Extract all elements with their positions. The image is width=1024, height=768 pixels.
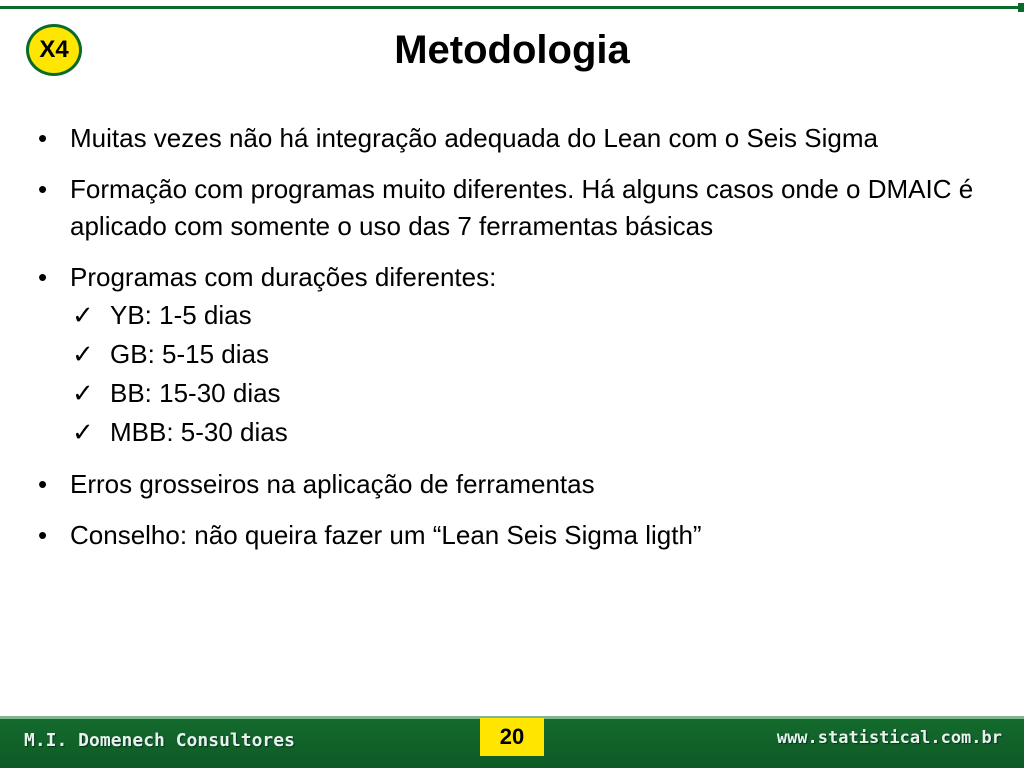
slide-content: [30, 120, 1005, 568]
duration-text: YB: 1-5 dias: [110, 300, 252, 330]
bullet-icon: •: [38, 469, 48, 499]
duration-text: BB: 15-30 dias: [110, 378, 281, 408]
page-number: 20: [480, 718, 544, 756]
bullet-icon: •: [38, 123, 48, 153]
check-icon: ✓: [72, 417, 94, 447]
bullet-list: [30, 120, 1005, 554]
duration-list: [70, 296, 1005, 452]
bullet-item: [30, 120, 1005, 157]
slide-badge: X4: [26, 24, 82, 76]
bullet-item: [30, 517, 1005, 554]
bullet-item: [30, 466, 1005, 503]
company-name: M.I. Domenech Consultores: [24, 730, 295, 751]
website-url: www.statistical.com.br: [776, 728, 1002, 748]
top-rule-end: [1018, 3, 1024, 12]
bullet-text: Programas com durações diferentes:: [70, 262, 497, 292]
bullet-text: Conselho: não queira fazer um “Lean Seis Sigma ligth”: [70, 520, 702, 550]
duration-item: [70, 374, 1005, 413]
check-icon: ✓: [72, 300, 94, 330]
check-icon: ✓: [72, 378, 94, 408]
bullet-item: [30, 259, 1005, 452]
bullet-text: Muitas vezes não há integração adequada do Lean com o Seis Sigma: [70, 123, 878, 153]
bullet-icon: •: [38, 262, 48, 292]
top-rule: [0, 6, 1024, 9]
duration-item: [70, 413, 1005, 452]
bullet-item: [30, 171, 1005, 245]
duration-item: [70, 335, 1005, 374]
bullet-text: Erros grosseiros na aplicação de ferramentas: [70, 469, 595, 499]
duration-item: [70, 296, 1005, 335]
check-icon: ✓: [72, 339, 94, 369]
duration-text: GB: 5-15 dias: [110, 339, 269, 369]
duration-text: MBB: 5-30 dias: [110, 417, 288, 447]
bullet-icon: •: [38, 174, 48, 204]
bullet-icon: •: [38, 520, 48, 550]
bullet-text: Formação com programas muito diferentes. Há alguns casos onde o DMAIC é aplicado com somente o uso das 7 ferramentas básicas: [70, 174, 974, 241]
slide-title: Metodologia: [394, 28, 630, 72]
